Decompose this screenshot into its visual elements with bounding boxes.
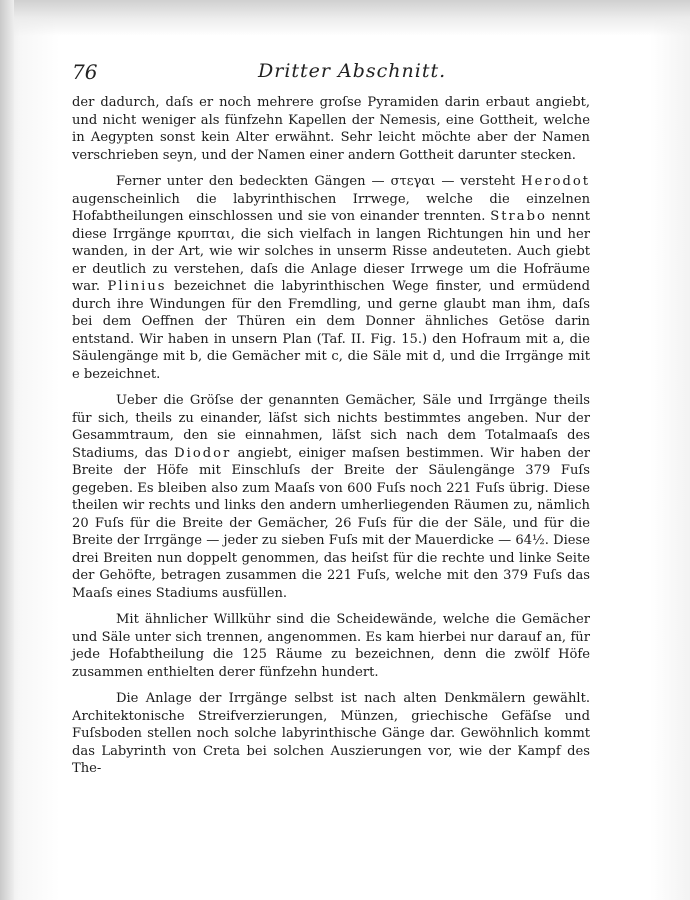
- paragraph-4: [72, 611, 590, 681]
- paragraph-1: [72, 94, 590, 164]
- paragraph-2-text-4: bezeichnet die labyrinthischen Wege finster, und ermüdend durch ihre Windungen für den Fremdling, und gerne glaubt man ihm, daſs bei dem Oeffnen der Thüren ein dem Donner ähnliches Getöse darin entstand. Wir haben in unsern Plan (Taf. II. Fig. 15.) den Hofraum mit a, die Säulengänge mit b, die Gemächer mit c, die Säle mit d, und die Irrgänge mit e bezeichnet.: [72, 279, 590, 382]
- name-diodor: Diodor: [174, 445, 232, 461]
- paragraph-4-text: Mit ähnlicher Willkühr sind die Scheidewände, welche die Gemächer und Säle unter sich trennen, angenommen. Es kam hierbei nur darauf an, für jede Hofabtheilung die 125 Räume zu bezeichnen, denn die zwölf Höfe zusammen enthielten derer fünfzehn hundert.: [72, 612, 590, 680]
- body-text: [72, 94, 590, 778]
- name-herodot: Herodot: [521, 174, 590, 189]
- paragraph-5: [72, 690, 590, 778]
- scan-gutter-strip: [0, 0, 14, 900]
- page-number: 76: [72, 60, 98, 84]
- paragraph-2: [72, 173, 590, 383]
- paragraph-3-text-1: Ueber die Gröſse der genannten Gemächer, Säle und Irrgänge theils für sich, theils zu einander, läſst sich nichts bestimmtes angeben. Nur der Gesammtraum, den sie einnahmen, läſst sich nach dem Totalmaaſs des Stadiums, das: [72, 393, 590, 461]
- paragraph-1-text: der dadurch, daſs er noch mehrere groſse Pyramiden darin erbaut angiebt, und nicht weniger als fünfzehn Kapellen der Nemesis, eine Gottheit, welche in Aegypten sonst kein Alter erwähnt. Sehr leicht möchte aber der Namen verschrieben seyn, und der Namen einer andern Gottheit darunter stecken.: [72, 95, 590, 163]
- paragraph-2-text-1: Ferner unter den bedeckten Gängen — στεγαι — versteht: [116, 174, 522, 189]
- page-header: [72, 60, 592, 86]
- paragraph-2-text-2: augenscheinlich die labyrinthischen Irrwege, welche die einzelnen Hofabtheilungen einschlossen und sie von einander trennten.: [72, 191, 590, 224]
- paragraph-2-text-3: nennt diese Irrgänge κρυπται, die sich vielfach in langen Richtungen hin und her wanden, in der Art, wie wir solches in unserm Risse andeuteten. Auch giebt er deutlich zu verstehen, daſs die Anlage dieser Irrwege um die Hofräume war.: [72, 209, 590, 294]
- name-strabo: Strabo: [490, 209, 547, 224]
- running-title: Dritter Abschnitt.: [258, 60, 447, 82]
- paragraph-3: [72, 392, 590, 602]
- name-plinius: Plinius: [107, 279, 167, 294]
- paragraph-3-text-2: angiebt, einiger maſsen bestimmen. Wir haben der Breite der Höfe mit Einschluſs der Breite der Säulengänge 379 Fuſs gegeben. Es bleiben also zum Maaſs von 600 Fuſs noch 221 Fuſs übrig. Diese theilen wir rechts und links den andern umherliegenden Räumen zu, nämlich 20 Fuſs für die Breite der Gemächer, 26 Fuſs für die der Säle, und für die Breite der Irrgänge — jeder zu sieben Fuſs mit der Mauerdicke — 64½. Diese drei Breiten nun doppelt genommen, das heiſst für die rechte und linke Seite der Gehöfte, betragen zusammen die 221 Fuſs, welche mit den 379 Fuſs das Maaſs eines Stadiums ausfüllen.: [72, 445, 590, 601]
- scan-top-shadow: [0, 0, 690, 36]
- paragraph-5-text: Die Anlage der Irrgänge selbst ist nach alten Denkmälern gewählt. Architektonische Streifverzierungen, Münzen, griechische Gefäſse und Fuſsboden stellen noch solche labyrinthische Gänge dar. Gewöhnlich kommt das Labyrinth von Creta bei solchen Auszierungen vor, wie der Kampf des The-: [72, 691, 590, 776]
